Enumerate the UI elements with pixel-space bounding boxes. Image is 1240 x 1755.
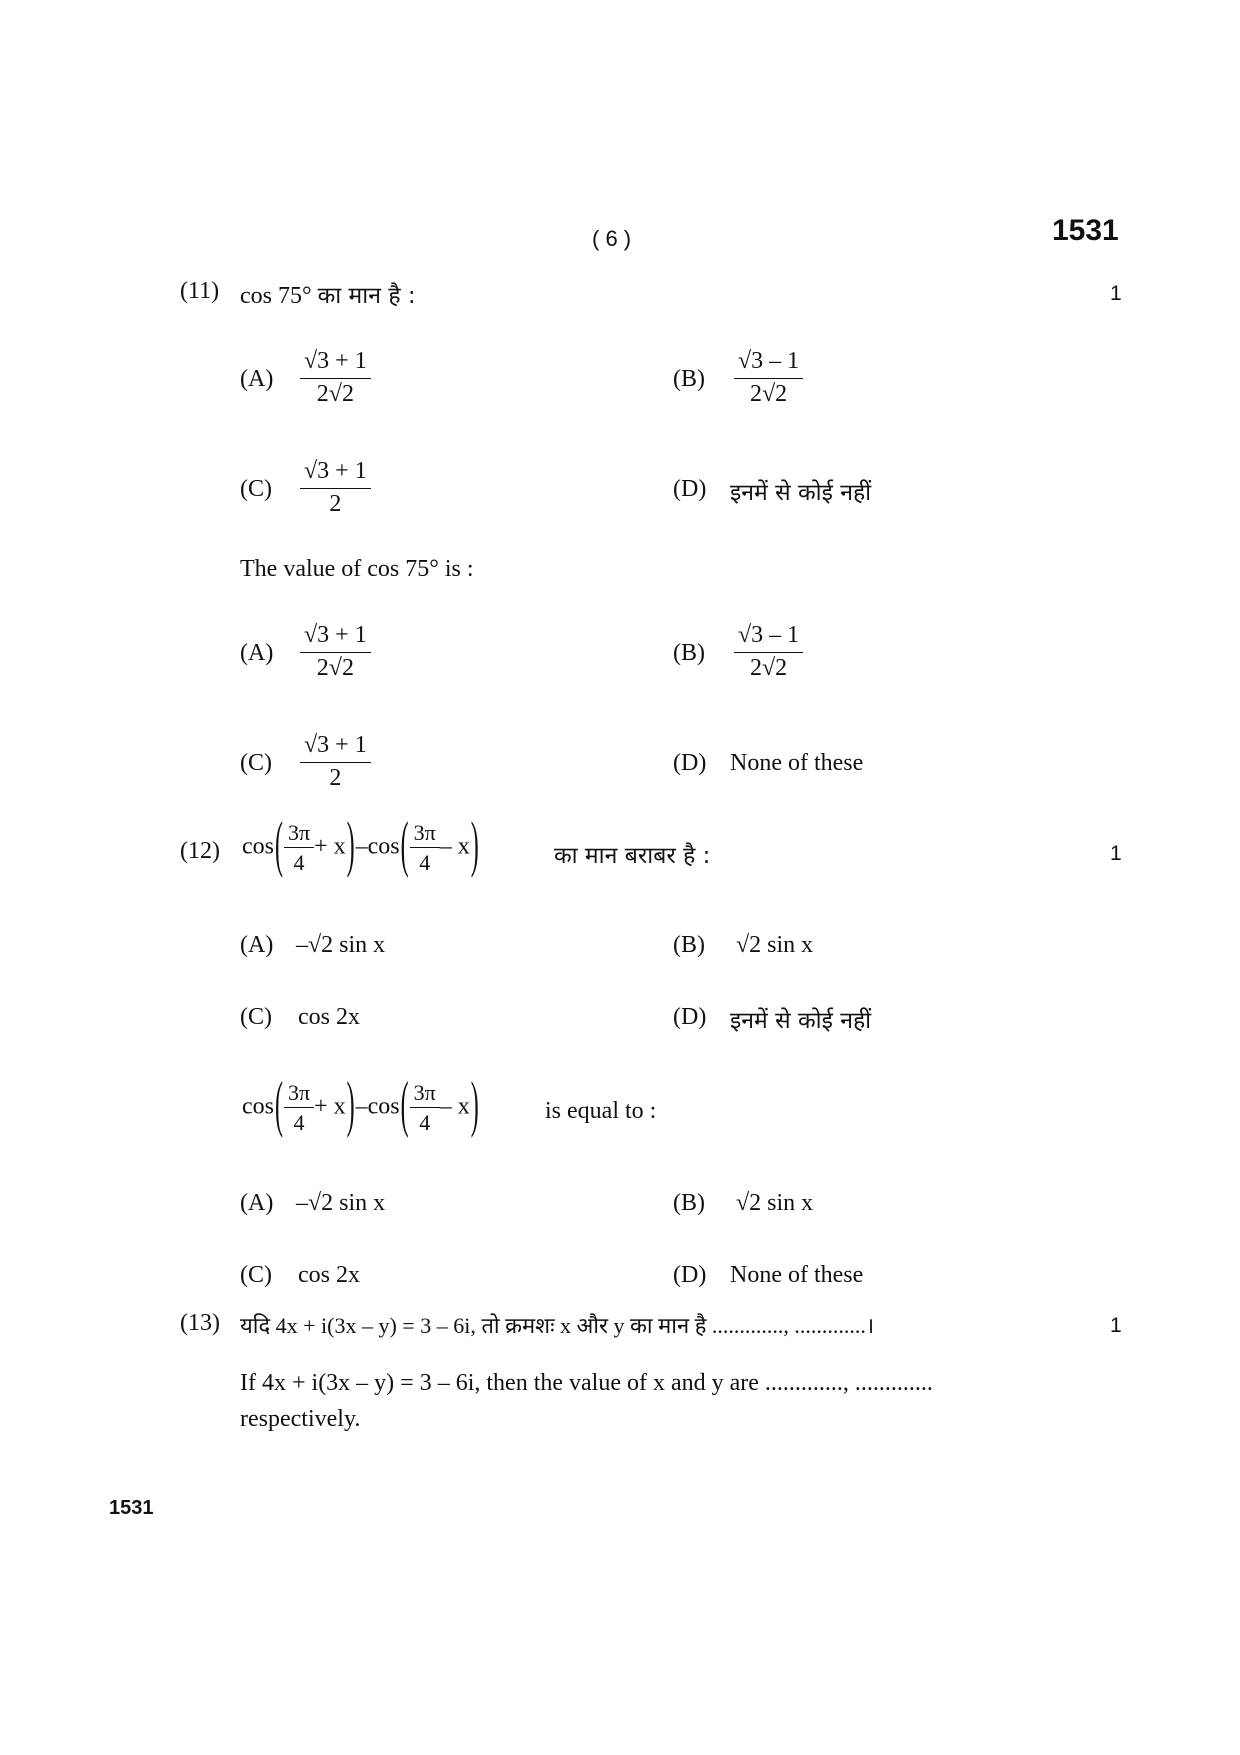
q12-option-d-hi: इनमें से कोई नहीं (730, 1008, 872, 1034)
q12-frac-num-1: 3π (284, 820, 314, 848)
q12-en-frac-num-1: 3π (284, 1080, 314, 1108)
right-paren: ) (470, 812, 479, 881)
q11-b-denominator: 2√2 (750, 380, 788, 407)
left-paren: ( (400, 812, 409, 881)
q12-en-minus: – (355, 1093, 368, 1120)
q11-en-c-denominator: 2 (329, 764, 342, 791)
q12-en-frac-num-2: 3π (410, 1080, 440, 1108)
q12-expression-hi (242, 812, 480, 881)
q12-expression-en (242, 1072, 480, 1141)
q12-minus-x: – x (439, 833, 470, 860)
q11-question-hi (240, 278, 416, 310)
q12-option-b-label: (B) (673, 932, 705, 958)
left-paren: ( (275, 812, 283, 881)
q13-question-en-line2: respectively. (240, 1406, 361, 1432)
q11-marks: 1 (1110, 282, 1122, 305)
q12-number: (12) (180, 838, 220, 864)
q12-en-option-d: None of these (730, 1262, 864, 1288)
q11-number: (11) (180, 278, 220, 304)
paper-code-header: 1531 (1052, 214, 1119, 247)
q12-frac-num-2: 3π (410, 820, 440, 848)
q12-cos-1: cos (242, 833, 274, 860)
q11-c-numerator: √3 + 1 (300, 458, 371, 489)
q11-c-denominator: 2 (329, 490, 342, 517)
q12-en-option-a-label: (A) (240, 1190, 274, 1216)
q11-en-option-b-label: (B) (673, 640, 705, 666)
q12-en-option-b-label: (B) (673, 1190, 705, 1216)
q12-plus-x: + x (314, 833, 346, 860)
q11-a-numerator: √3 + 1 (300, 348, 371, 379)
right-paren: ) (346, 1072, 355, 1141)
q11-hi-text: का मान है : (317, 283, 416, 309)
q12-hi-text: का मान बराबर है : (554, 843, 711, 869)
right-paren: ) (470, 1072, 479, 1141)
q11-en-c-numerator: √3 + 1 (300, 732, 371, 763)
q11-question-en: The value of cos 75° is : (240, 556, 474, 582)
q11-en-option-c-label: (C) (240, 750, 272, 776)
left-paren: ( (400, 1072, 409, 1141)
q12-option-a: –√2 sin x (296, 932, 386, 958)
q11-b-numerator: √3 – 1 (734, 348, 803, 379)
q12-en-frac-den-2: 4 (419, 1110, 431, 1136)
q11-en-option-c (300, 732, 371, 792)
q13-question-en-line1: If 4x + i(3x – y) = 3 – 6i, then the value of x and y are ............., ............. (240, 1370, 933, 1396)
q12-en-cos-2: cos (367, 1093, 400, 1120)
q12-minus: – (355, 833, 368, 860)
q12-frac-den-1: 4 (293, 850, 305, 876)
q12-option-c: cos 2x (298, 1004, 360, 1030)
q11-en-a-denominator: 2√2 (316, 654, 354, 681)
q12-en-option-a: –√2 sin x (296, 1190, 386, 1216)
q12-en-option-b: √2 sin x (736, 1190, 814, 1216)
q11-cos75: cos 75° (240, 283, 312, 309)
q13-question-hi: यदि 4x + i(3x – y) = 3 – 6i, तो क्रमशः x और y का मान है ............., .............। (240, 1313, 875, 1338)
q12-en-option-c: cos 2x (298, 1262, 360, 1288)
q11-en-option-d: None of these (730, 750, 864, 776)
paper-code-footer: 1531 (109, 1497, 154, 1519)
page-number: ( 6 ) (592, 226, 632, 251)
q13-marks: 1 (1110, 1314, 1122, 1337)
q11-en-option-a-label: (A) (240, 640, 274, 666)
q11-option-c-label: (C) (240, 476, 272, 502)
q12-frac-den-2: 4 (419, 850, 431, 876)
q12-en-text: is equal to : (545, 1098, 657, 1124)
q12-option-c-label: (C) (240, 1004, 272, 1030)
q12-option-a-label: (A) (240, 932, 274, 958)
q12-marks: 1 (1110, 842, 1122, 865)
q11-a-denominator: 2√2 (316, 380, 354, 407)
left-paren: ( (275, 1072, 283, 1141)
q11-en-option-a (300, 622, 371, 682)
q11-en-option-d-label: (D) (673, 750, 707, 776)
q11-option-a-label: (A) (240, 366, 274, 392)
q12-en-option-d-label: (D) (673, 1262, 707, 1288)
q11-en-option-b (734, 622, 803, 682)
q12-en-minus-x: – x (439, 1093, 470, 1120)
q12-option-d-label: (D) (673, 1004, 707, 1030)
right-paren: ) (346, 812, 355, 881)
q13-number: (13) (180, 1310, 220, 1336)
q12-en-frac-den-1: 4 (293, 1110, 305, 1136)
q12-option-b: √2 sin x (736, 932, 814, 958)
q11-option-a (300, 348, 371, 408)
q11-option-c (300, 458, 371, 518)
q12-en-plus-x: + x (314, 1093, 346, 1120)
q11-option-d-label: (D) (673, 476, 707, 502)
q11-option-d-hi: इनमें से कोई नहीं (730, 480, 872, 506)
q12-en-cos-1: cos (242, 1093, 274, 1120)
q11-option-b-label: (B) (673, 366, 705, 392)
q11-option-b (734, 348, 803, 408)
q12-cos-2: cos (367, 833, 400, 860)
q11-en-b-denominator: 2√2 (750, 654, 788, 681)
q11-en-a-numerator: √3 + 1 (300, 622, 371, 653)
q11-en-b-numerator: √3 – 1 (734, 622, 803, 653)
q12-en-option-c-label: (C) (240, 1262, 272, 1288)
